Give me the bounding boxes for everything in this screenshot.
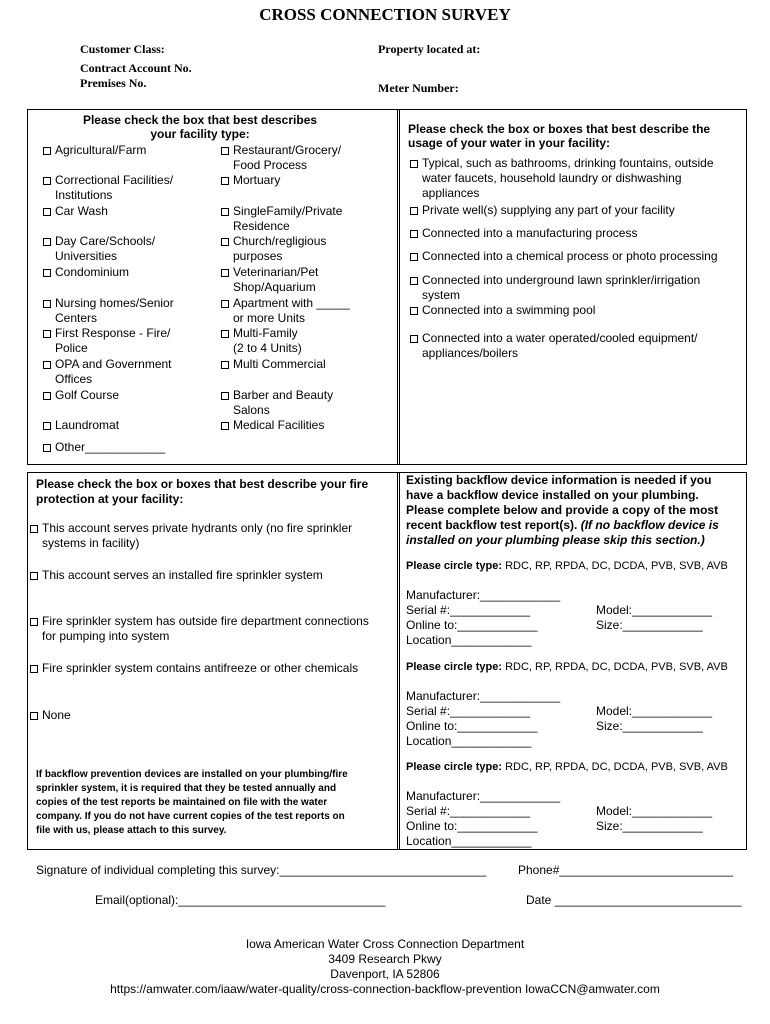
checkbox-label: Institutions xyxy=(55,188,113,202)
fire-note: If backflow prevention devices are installed on your plumbing/fire sprinkler system, it is required that they be tested annually and copies of the test reports be maintained on file with the water company. If you do not have current copies of the test reports on file with us, please attach to this survey. xyxy=(36,769,348,836)
checkbox[interactable] xyxy=(43,300,51,308)
checkbox-label: Connected into a manufacturing process xyxy=(422,226,638,240)
checkbox[interactable] xyxy=(43,208,51,216)
footer-department: Iowa American Water Cross Connection Department xyxy=(245,937,525,951)
checkbox-label: Medical Facilities xyxy=(233,418,325,432)
checkbox[interactable] xyxy=(410,207,418,215)
checkbox[interactable] xyxy=(221,300,229,308)
checkbox-label: Police xyxy=(55,341,88,355)
checkbox[interactable] xyxy=(43,361,51,369)
checkbox-label: Nursing homes/Senior xyxy=(55,296,174,310)
checkbox-label: system xyxy=(422,288,461,302)
checkbox[interactable] xyxy=(43,330,51,338)
checkbox-item[interactable] xyxy=(43,357,218,387)
checkbox[interactable] xyxy=(43,177,51,185)
checkbox-label: systems in facility) xyxy=(42,536,140,550)
checkbox-label: Agricultural/Farm xyxy=(55,143,147,157)
checkbox-label: Typical, such as bathrooms, drinking fountains, outside xyxy=(422,156,714,170)
checkbox-label: water faucets, household laundry or dishwashing xyxy=(422,171,682,185)
checkbox[interactable] xyxy=(30,618,38,626)
checkbox[interactable] xyxy=(30,525,38,533)
contract-account-label: Contract Account No. xyxy=(80,61,192,75)
checkbox-label: SingleFamily/Private xyxy=(233,204,343,218)
circle-type-label: Please circle type: xyxy=(406,661,503,673)
checkbox-label: Fire sprinkler system contains antifreeze or other chemicals xyxy=(42,661,359,675)
checkbox[interactable] xyxy=(221,208,229,216)
checkbox-item[interactable] xyxy=(30,521,392,551)
manufacturer-field[interactable]: Manufacturer:____________ xyxy=(406,789,561,803)
checkbox[interactable] xyxy=(410,160,418,168)
fire-heading: Please check the box or boxes that best describe your fire protection at your facility: xyxy=(36,477,369,506)
circle-type-options[interactable]: RDC, RP, RPDA, DC, DCDA, PVB, SVB, AVB xyxy=(505,560,728,572)
checkbox-item[interactable] xyxy=(221,143,391,173)
checkbox[interactable] xyxy=(410,277,418,285)
checkbox-item[interactable] xyxy=(410,203,738,218)
manufacturer-field[interactable]: Manufacturer:____________ xyxy=(406,588,561,602)
size-field[interactable]: Size:____________ xyxy=(596,819,703,833)
checkbox-label: Correctional Facilities/ xyxy=(55,173,174,187)
checkbox-label: Golf Course xyxy=(55,388,120,402)
checkbox[interactable] xyxy=(410,230,418,238)
checkbox-item[interactable] xyxy=(221,418,391,433)
checkbox-item[interactable] xyxy=(30,661,392,676)
customer-class-label: Customer Class: xyxy=(80,42,165,56)
model-field[interactable]: Model:____________ xyxy=(596,704,713,718)
checkbox-item[interactable] xyxy=(221,388,391,418)
circle-type-options[interactable]: RDC, RP, RPDA, DC, DCDA, PVB, SVB, AVB xyxy=(505,761,728,773)
checkbox-item[interactable] xyxy=(43,234,218,264)
online-field[interactable]: Online to:____________ xyxy=(406,819,538,833)
checkbox[interactable] xyxy=(221,392,229,400)
checkbox-item[interactable] xyxy=(221,357,391,372)
date-field[interactable]: Date ____________________________ xyxy=(526,893,742,907)
checkbox-item[interactable] xyxy=(221,326,391,356)
checkbox-label: First Response - Fire/ xyxy=(55,326,171,340)
phone-field[interactable]: Phone#__________________________ xyxy=(518,863,733,877)
usage-heading: Please check the box or boxes that best describe the usage of your water in your facility: xyxy=(408,122,711,150)
online-field[interactable]: Online to:____________ xyxy=(406,719,538,733)
location-field[interactable]: Location____________ xyxy=(406,834,532,848)
checkbox-label: Private well(s) supplying any part of your facility xyxy=(422,203,675,217)
model-field[interactable]: Model:____________ xyxy=(596,804,713,818)
manufacturer-field[interactable]: Manufacturer:____________ xyxy=(406,689,561,703)
checkbox-item[interactable] xyxy=(410,226,738,241)
checkbox-item[interactable] xyxy=(221,173,391,188)
checkbox-item[interactable] xyxy=(410,249,738,264)
checkbox-item[interactable] xyxy=(30,708,392,723)
checkbox[interactable] xyxy=(221,238,229,246)
checkbox-item[interactable] xyxy=(410,303,738,318)
checkbox-label: Connected into a water operated/cooled equipment/ xyxy=(422,331,698,345)
checkbox-label: Condominium xyxy=(55,265,130,279)
checkbox-label: Residence xyxy=(233,219,290,233)
checkbox-item[interactable] xyxy=(30,614,392,644)
checkbox-label: Veterinarian/Pet xyxy=(233,265,319,279)
serial-field[interactable]: Serial #:____________ xyxy=(406,704,531,718)
checkbox-label: Centers xyxy=(55,311,98,325)
meter-number-label: Meter Number: xyxy=(378,81,459,95)
checkbox-label: Restaurant/Grocery/ xyxy=(233,143,342,157)
checkbox-label: purposes xyxy=(233,249,283,263)
footer-contact: https://amwater.com/iaaw/water-quality/cross-connection-backflow-prevention IowaCCN@amwater.com xyxy=(110,982,660,996)
checkbox[interactable] xyxy=(43,147,51,155)
serial-field[interactable]: Serial #:____________ xyxy=(406,804,531,818)
checkbox[interactable] xyxy=(30,572,38,580)
checkbox-label: Multi Commercial xyxy=(233,357,326,371)
checkbox[interactable] xyxy=(43,422,51,430)
checkbox[interactable] xyxy=(221,269,229,277)
checkbox-label: (2 to 4 Units) xyxy=(233,341,302,355)
circle-type-line xyxy=(406,761,728,773)
checkbox-label: This account serves private hydrants only (no fire sprinkler xyxy=(42,521,353,535)
checkbox-label: appliances xyxy=(422,186,480,200)
circle-type-label: Please circle type: xyxy=(406,560,503,572)
checkbox[interactable] xyxy=(221,177,229,185)
checkbox-label: Connected into underground lawn sprinkler/irrigation xyxy=(422,273,701,287)
checkbox-item[interactable] xyxy=(30,568,392,583)
checkbox-item[interactable] xyxy=(43,204,218,219)
checkbox-item[interactable] xyxy=(410,331,738,361)
checkbox-label: Salons xyxy=(233,403,270,417)
checkbox[interactable] xyxy=(221,147,229,155)
checkbox-item[interactable] xyxy=(43,296,218,326)
checkbox-item[interactable] xyxy=(410,156,738,201)
circle-type-options[interactable]: RDC, RP, RPDA, DC, DCDA, PVB, SVB, AVB xyxy=(505,661,728,673)
serial-field[interactable]: Serial #:____________ xyxy=(406,603,531,617)
checkbox-label: Mortuary xyxy=(233,173,281,187)
signature-field[interactable]: Signature of individual completing this survey:_______________________________ xyxy=(36,863,487,877)
circle-type-label: Please circle type: xyxy=(406,761,503,773)
checkbox-label: Apartment with _____ xyxy=(233,296,350,310)
checkbox-label: Fire sprinkler system has outside fire department connections xyxy=(42,614,369,628)
checkbox-item[interactable] xyxy=(43,326,218,356)
checkbox-label: or more Units xyxy=(233,311,306,325)
checkbox-item[interactable] xyxy=(43,440,218,455)
facility-heading: Please check the box that best describes your facility type: xyxy=(82,113,318,141)
checkbox[interactable] xyxy=(43,392,51,400)
checkbox-label: OPA and Government xyxy=(55,357,172,371)
property-located-label: Property located at: xyxy=(378,42,481,56)
footer xyxy=(0,937,770,997)
email-field[interactable]: Email(optional):_______________________________ xyxy=(95,893,386,907)
checkbox[interactable] xyxy=(30,665,38,673)
checkbox-item[interactable] xyxy=(43,418,218,433)
checkbox-item[interactable] xyxy=(43,173,218,203)
checkbox-label: Universities xyxy=(55,249,118,263)
page-title: CROSS CONNECTION SURVEY xyxy=(259,5,511,24)
checkbox-label: Church/regligious xyxy=(233,234,327,248)
checkbox-label: Barber and Beauty xyxy=(233,388,334,402)
checkbox-label: Other____________ xyxy=(55,440,166,454)
checkbox-label: Multi-Family xyxy=(233,326,298,340)
checkbox-label: None xyxy=(42,708,71,722)
checkbox-label: This account serves an installed fire sprinkler system xyxy=(42,568,323,582)
checkbox-item[interactable] xyxy=(410,273,738,303)
checkbox-label: Offices xyxy=(55,372,93,386)
checkbox-label: Laundromat xyxy=(55,418,120,432)
checkbox-label: for pumping into system xyxy=(42,629,170,643)
checkbox-item[interactable] xyxy=(221,234,391,264)
checkbox[interactable] xyxy=(221,330,229,338)
size-field[interactable]: Size:____________ xyxy=(596,719,703,733)
circle-type-line xyxy=(406,560,728,572)
checkbox-item[interactable] xyxy=(221,204,391,234)
checkbox[interactable] xyxy=(410,307,418,315)
checkbox-label: Car Wash xyxy=(55,204,108,218)
backflow-heading: Existing backflow device information is needed if you have a backflow device installed on your plumbing. Please complete below and provide a copy of the most recent backflow test report(s). (If no backflow device is installed on your plumbing please skip this section.) xyxy=(406,473,719,547)
footer-city: Davenport, IA 52806 xyxy=(330,967,440,981)
checkbox-label: Shop/Aquarium xyxy=(233,280,316,294)
size-field[interactable]: Size:____________ xyxy=(596,618,703,632)
circle-type-line xyxy=(406,661,728,673)
checkbox[interactable] xyxy=(43,444,51,452)
checkbox[interactable] xyxy=(221,422,229,430)
premises-label: Premises No. xyxy=(80,76,147,90)
checkbox-label: appliances/boilers xyxy=(422,346,519,360)
checkbox[interactable] xyxy=(43,269,51,277)
checkbox-label: Day Care/Schools/ xyxy=(55,234,156,248)
checkbox-item[interactable] xyxy=(221,296,391,326)
online-field[interactable]: Online to:____________ xyxy=(406,618,538,632)
model-field[interactable]: Model:____________ xyxy=(596,603,713,617)
checkbox-item[interactable] xyxy=(43,143,218,158)
checkbox-label: Connected into a chemical process or photo processing xyxy=(422,249,718,263)
checkbox[interactable] xyxy=(221,361,229,369)
checkbox-item[interactable] xyxy=(43,265,218,280)
footer-street: 3409 Research Pkwy xyxy=(328,952,442,966)
checkbox[interactable] xyxy=(30,712,38,720)
checkbox-label: Food Process xyxy=(233,158,308,172)
location-field[interactable]: Location____________ xyxy=(406,633,532,647)
checkbox-item[interactable] xyxy=(43,388,218,403)
checkbox[interactable] xyxy=(410,253,418,261)
checkbox-item[interactable] xyxy=(221,265,391,295)
checkbox[interactable] xyxy=(43,238,51,246)
checkbox-label: Connected into a swimming pool xyxy=(422,303,596,317)
location-field[interactable]: Location____________ xyxy=(406,734,532,748)
checkbox[interactable] xyxy=(410,335,418,343)
